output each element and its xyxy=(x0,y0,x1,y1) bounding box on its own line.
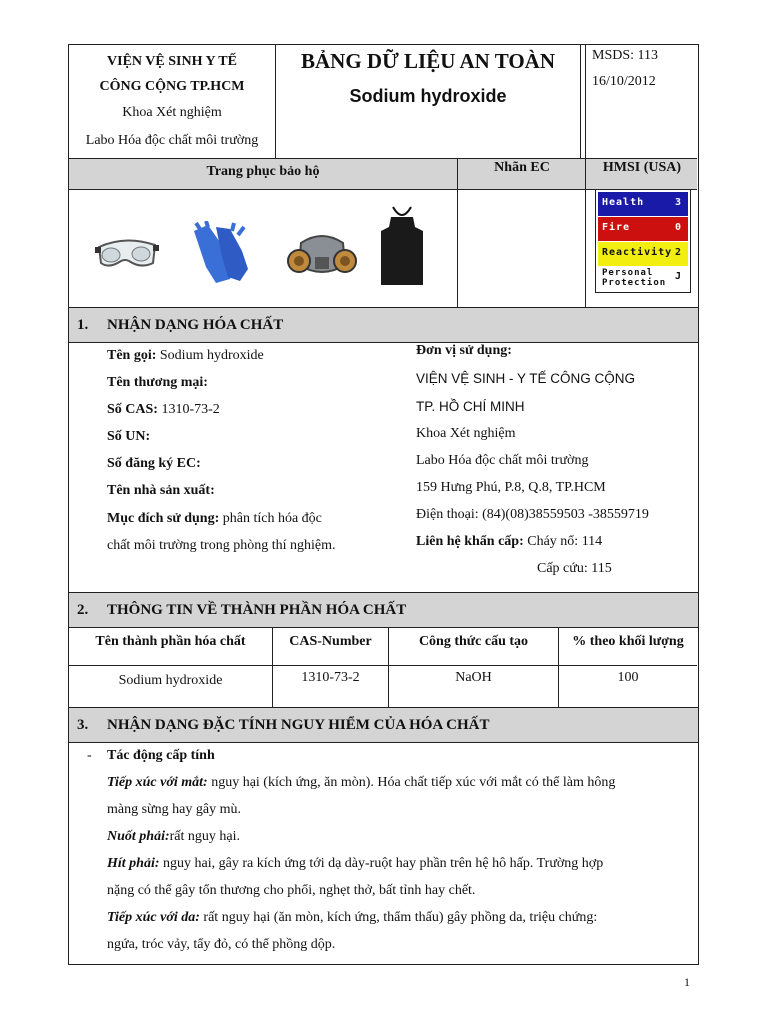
hmis-health-row xyxy=(598,192,688,216)
purpose-value-2: chất môi trường trong phòng thí nghiệm. xyxy=(107,538,336,553)
section2-title: THÔNG TIN VỀ THÀNH PHẦN HÓA CHẤT xyxy=(107,602,407,618)
hmis-pp-label2: Protection xyxy=(602,278,667,288)
hmis-health-label: Health xyxy=(602,197,645,208)
section2-header xyxy=(69,592,698,628)
hmis-protection-row xyxy=(598,267,688,291)
acute-title: Tác động cấp tính xyxy=(107,748,215,763)
hmis-fire-row xyxy=(598,217,688,241)
section3-header xyxy=(69,707,698,743)
gloves-icon xyxy=(186,221,256,287)
lab-name: Labo Hóa độc chất môi trường xyxy=(85,133,259,148)
inhale-line1 xyxy=(107,856,603,872)
section1-number: 1. xyxy=(77,317,89,333)
inhale-label: Hít phải: xyxy=(107,856,160,871)
hmis-fire-label: Fire xyxy=(602,222,631,233)
hmis-pp-label1: Personal xyxy=(602,268,654,278)
ec-label-header: Nhãn EC xyxy=(457,158,586,190)
msds-sheet xyxy=(68,44,699,965)
skin-label: Tiếp xúc với da: xyxy=(107,910,200,925)
first-aid: Cấp cứu: 115 xyxy=(537,561,612,576)
phone: Điện thoại: (84)(08)38559503 -38559719 xyxy=(416,507,649,522)
emergency-value: Cháy nổ: 114 xyxy=(523,534,603,549)
skin-line1 xyxy=(107,910,597,926)
title-block xyxy=(275,45,581,158)
cas-value: 1310-73-2 xyxy=(157,402,220,417)
page-number: 1 xyxy=(684,975,690,989)
goggles-icon xyxy=(95,233,159,273)
hmis-label xyxy=(595,189,691,293)
chemical-name-title: Sodium hydroxide xyxy=(349,86,507,106)
msds-number: MSDS: 113 xyxy=(592,48,659,63)
eye-label: Tiếp xúc với mắt: xyxy=(107,775,208,790)
manufacturer-label: Tên nhà sản xuất: xyxy=(107,483,215,498)
col-header-name: Tên thành phần hóa chất xyxy=(69,628,272,666)
eye-text1: nguy hại (kích ứng, ăn mòn). Hóa chất tiếp xúc với mắt có thể làm hông xyxy=(207,775,616,790)
hmis-divider xyxy=(585,190,586,307)
skin-text2: ngứa, tróc vảy, tẩy đỏ, có thể phồng dộp. xyxy=(107,937,336,952)
section3-title: NHẬN DẠNG ĐẶC TÍNH NGUY HIỂM CỦA HÓA CHẤT xyxy=(107,717,490,733)
swallow-label: Nuốt phải: xyxy=(107,829,170,844)
institute-line2: CÔNG CỘNG TP.HCM xyxy=(99,79,245,94)
col-header-formula: Công thức cấu tạo xyxy=(388,628,558,666)
cas-line xyxy=(107,402,220,418)
un-label: Số UN: xyxy=(107,429,151,444)
trade-name-label: Tên thương mại: xyxy=(107,375,208,390)
col-header-percent: % theo khối lượng xyxy=(558,628,697,666)
swallow-text: rất nguy hại. xyxy=(169,829,240,844)
bullet: - xyxy=(87,748,92,763)
eye-line1 xyxy=(107,775,615,791)
emergency-line xyxy=(416,534,602,550)
hmis-health-value: 3 xyxy=(674,197,682,208)
hmis-pp-value: J xyxy=(674,271,682,282)
ec-divider xyxy=(457,190,458,307)
institute-line1: VIỆN VỆ SINH Y TẾ xyxy=(107,54,237,69)
hmis-reactivity-value: 2 xyxy=(674,247,682,258)
purpose-value: phân tích hóa độc xyxy=(219,511,322,526)
skin-text1: rất nguy hại (ăn mòn, kích ứng, thẩm thấu) gây phồng da, triệu chứng: xyxy=(199,910,598,925)
doc-title: BẢNG DỮ LIỆU AN TOÀN xyxy=(301,49,555,73)
hmis-reactivity-label: Reactivity xyxy=(602,247,673,258)
eye-text2: màng sừng hay gây mù. xyxy=(107,802,241,817)
msds-date: 16/10/2012 xyxy=(592,74,656,89)
section1-header xyxy=(69,307,698,343)
unit-line3: Khoa Xét nghiệm xyxy=(416,426,516,441)
hmis-reactivity-row xyxy=(598,242,688,266)
msds-info xyxy=(585,45,698,158)
emergency-label: Liên hệ khẩn cấp: xyxy=(416,534,524,549)
swallow-line xyxy=(107,829,240,845)
section2-number: 2. xyxy=(77,602,89,618)
unit-line2: TP. HỒ CHÍ MINH xyxy=(416,399,525,414)
purpose-line xyxy=(107,511,322,527)
purpose-label: Mục đích sử dụng: xyxy=(107,511,220,526)
section1-title: NHẬN DẠNG HÓA CHẤT xyxy=(107,317,284,333)
department: Khoa Xét nghiệm xyxy=(122,105,222,120)
cas-label: Số CAS: xyxy=(107,402,158,417)
name-label: Tên gọi: xyxy=(107,348,157,363)
name-line xyxy=(107,348,264,364)
apron-icon xyxy=(379,205,425,287)
protection-header xyxy=(69,158,697,190)
section3-number: 3. xyxy=(77,717,89,733)
ppe-header: Trang phục bảo hộ xyxy=(206,164,320,179)
unit-line4: Labo Hóa độc chất môi trường xyxy=(416,453,589,468)
institute-block xyxy=(69,45,275,158)
unit-line1: VIỆN VỆ SINH - Y TẾ CÔNG CỘNG xyxy=(416,371,636,386)
name-value: Sodium hydroxide xyxy=(156,348,264,363)
inhale-text2: nặng có thể gây tổn thương cho phổi, nghẹt thở, bất tỉnh hay chết. xyxy=(107,883,476,898)
row-name: Sodium hydroxide xyxy=(118,673,223,688)
row-formula: NaOH xyxy=(388,666,558,708)
inhale-text1: nguy hai, gây ra kích ứng tới dạ dày-ruột hay phần trên hệ hô hấp. Trường hợp xyxy=(159,856,604,871)
unit-line5: 159 Hưng Phú, P.8, Q.8, TP.HCM xyxy=(416,480,606,495)
row-cas: 1310-73-2 xyxy=(272,666,388,708)
hmis-header: HMSI (USA) xyxy=(585,158,698,190)
col-header-cas: CAS-Number xyxy=(272,628,388,666)
composition-table xyxy=(69,628,697,708)
hmis-fire-value: 0 xyxy=(674,222,682,233)
ec-number-label: Số đăng ký EC: xyxy=(107,456,201,471)
unit-label: Đơn vị sử dụng: xyxy=(416,343,512,358)
row-percent: 100 xyxy=(558,666,697,708)
respirator-icon xyxy=(287,227,357,281)
